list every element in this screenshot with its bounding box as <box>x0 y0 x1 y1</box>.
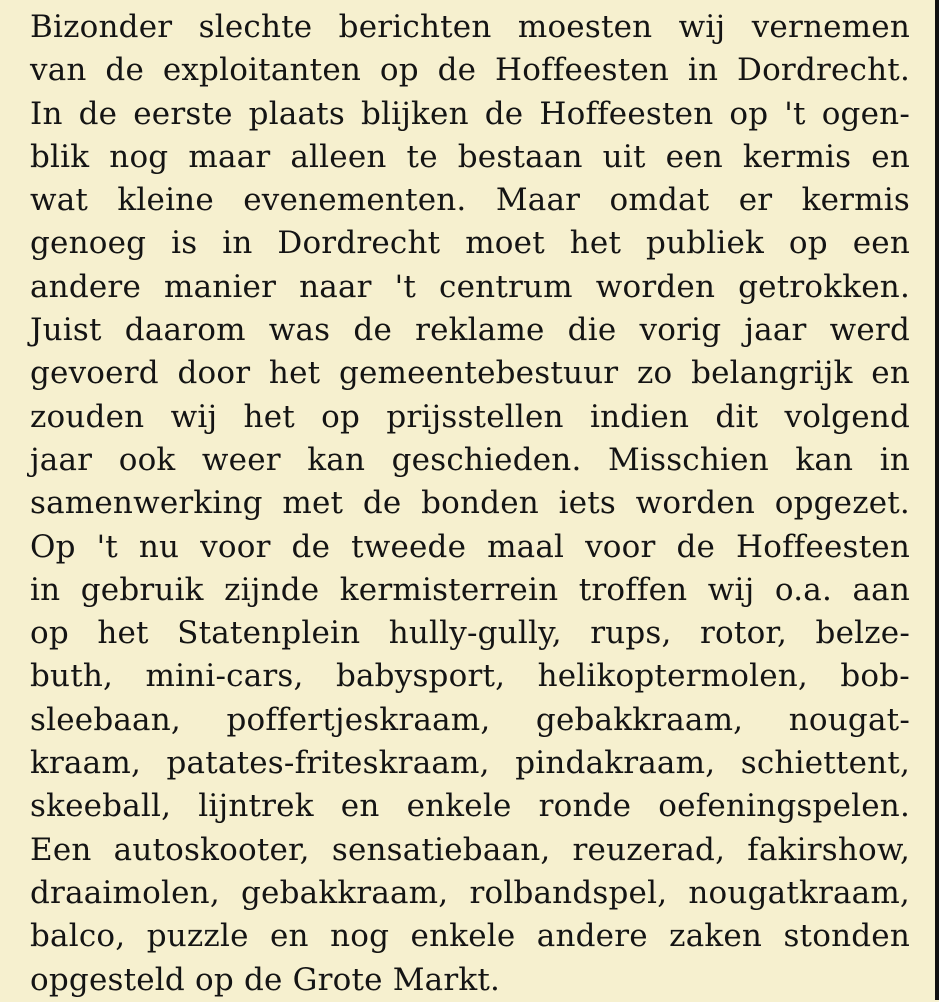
text-line: Juist daarom was de reklame die vorig jaar werd <box>30 312 910 349</box>
text-line: blik nog maar alleen te bestaan uit een kermis en <box>30 138 910 175</box>
text-line: buth, mini-cars, babysport, helikoptermolen, bob- <box>30 658 910 695</box>
text-line: opgesteld op de Grote Markt. <box>30 961 501 998</box>
text-line: skeeball, lijntrek en enkele ronde oefeningspelen. <box>30 788 910 825</box>
text-line: Bizonder slechte berichten moesten wij vernemen <box>30 9 910 45</box>
text-line: zouden wij het op prijsstellen indien dit volgend <box>30 398 910 435</box>
article-text <box>30 6 910 1002</box>
text-line: in gebruik zijnde kermisterrein troffen wij o.a. aan <box>30 571 910 608</box>
text-line: jaar ook weer kan geschieden. Misschien kan in <box>30 441 910 478</box>
text-line: gevoerd door het gemeentebestuur zo belangrijk en <box>30 355 910 392</box>
text-line: kraam, patates-friteskraam, pindakraam, schiettent, <box>30 745 910 782</box>
text-line: genoeg is in Dordrecht moet het publiek op een <box>30 225 910 262</box>
text-line: Een autoskooter, sensatiebaan, reuzerad, fakirshow, <box>30 831 910 868</box>
text-line: van de exploitanten op de Hoffeesten in Dordrecht. <box>30 52 910 89</box>
text-line: balco, puzzle en nog enkele andere zaken stonden <box>30 918 910 955</box>
text-line: wat kleine evenementen. Maar omdat er kermis <box>30 182 910 219</box>
text-line: sleebaan, poffertjeskraam, gebakkraam, nougat- <box>30 701 910 738</box>
text-line: op het Statenplein hully-gully, rups, rotor, belze- <box>30 615 910 652</box>
text-line: samenwerking met de bonden iets worden opgezet. <box>30 485 910 522</box>
text-line: Op 't nu voor de tweede maal voor de Hoffeesten <box>30 528 910 565</box>
text-line: andere manier naar 't centrum worden getrokken. <box>30 268 910 305</box>
text-line: In de eerste plaats blijken de Hoffeesten op 't ogen- <box>30 95 910 132</box>
text-line: draaimolen, gebakkraam, rolbandspel, nougatkraam, <box>30 874 910 911</box>
